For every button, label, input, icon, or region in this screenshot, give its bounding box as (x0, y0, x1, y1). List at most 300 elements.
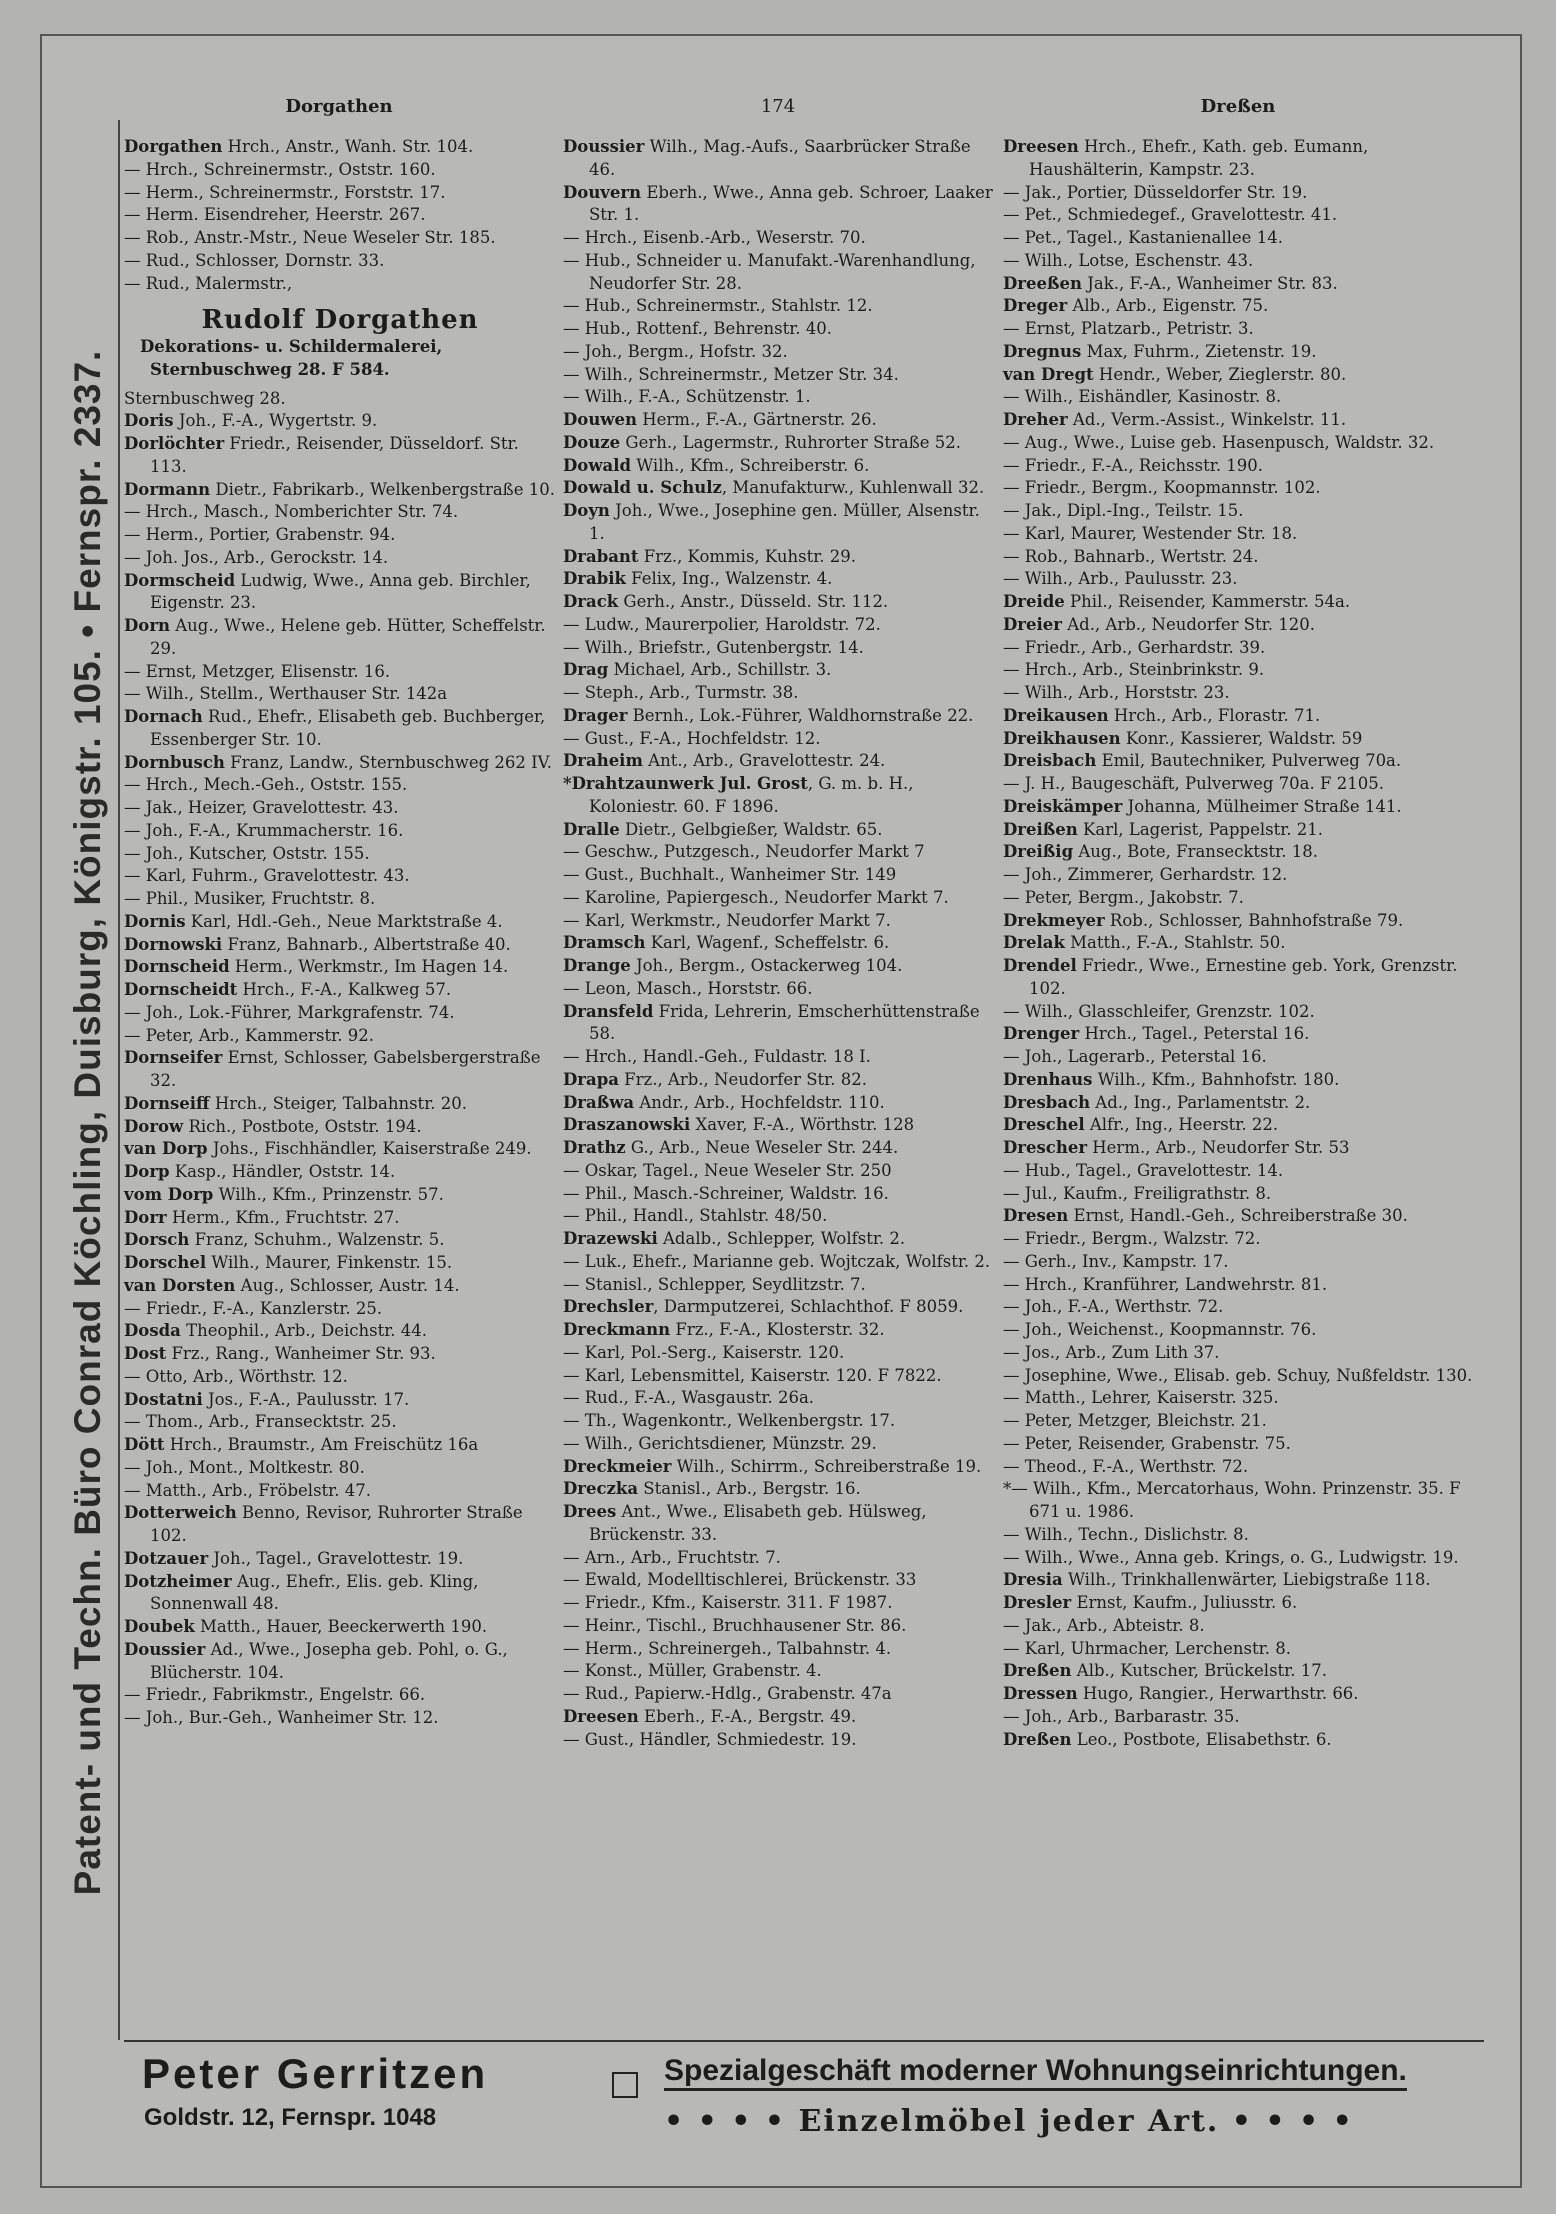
entry-details: Wilh., Mag.-Aufs., Saarbrücker Straße 46. (589, 137, 971, 179)
directory-entry (563, 1274, 995, 1297)
entry-details: Joh., F.-A., Wygertstr. 9. (173, 411, 378, 431)
directory-entry (563, 1365, 995, 1388)
entry-details: — Konst., Müller, Grabenstr. 4. (563, 1661, 822, 1681)
entry-details: — Wilh., Briefstr., Gutenbergstr. 14. (563, 637, 864, 657)
entry-surname: Dresia (1003, 1570, 1063, 1590)
entry-details: Herm., Kfm., Fruchtstr. 27. (166, 1207, 400, 1227)
entry-details: — Rud., F.-A., Wasgaustr. 26a. (563, 1388, 815, 1408)
entry-details: — Friedr., Arb., Gerhardstr. 39. (1003, 637, 1266, 657)
directory-entry (124, 1047, 556, 1093)
entry-surname: Dornscheidt (124, 980, 238, 999)
entry-details: — Gust., F.-A., Hochfeldstr. 12. (563, 728, 821, 748)
directory-entry (124, 250, 556, 273)
entry-details: — Joh., F.-A., Krummacherstr. 16. (124, 820, 404, 840)
directory-entry (1003, 523, 1475, 546)
directory-entry (563, 910, 995, 933)
directory-entry (124, 1025, 556, 1048)
entry-details: — Matth., Lehrer, Kaiserstr. 325. (1003, 1388, 1279, 1408)
entry-details: — Wilh., Wwe., Anna geb. Krings, o. G., Ludwigstr. 19. (1003, 1547, 1459, 1567)
entry-details: Aug., Bote, Fransecktstr. 18. (1073, 842, 1318, 862)
directory-entry (1003, 1023, 1475, 1046)
entry-details: Eberh., Wwe., Anna geb. Schroer, Laaker Str. 1. (589, 182, 993, 225)
entry-surname: Draszanowski (563, 1115, 691, 1135)
entry-details: Aug., Schlosser, Austr. 14. (235, 1275, 460, 1295)
directory-entry (563, 728, 995, 751)
entry-details: Xaver, F.-A., Wörthstr. 128 (690, 1115, 915, 1135)
entry-details: — Wilh., Eishändler, Kasinostr. 8. (1003, 387, 1282, 407)
entry-details: Johs., Fischhändler, Kaiserstraße 249. (207, 1139, 532, 1159)
directory-entry (563, 546, 995, 569)
directory-entry (124, 956, 556, 979)
directory-entry (563, 1001, 995, 1047)
entry-details: Frz., Arb., Neudorfer Str. 82. (618, 1069, 867, 1089)
directory-entry (124, 911, 556, 934)
entry-details: — Phil., Musiker, Fruchtstr. 8. (124, 889, 376, 908)
entry-details: — Th., Wagenkontr., Welkenbergstr. 17. (563, 1411, 896, 1430)
entry-details: Emil, Bautechniker, Pulverweg 70a. (1096, 751, 1402, 771)
directory-entry (1003, 1433, 1475, 1456)
directory-entry (563, 1251, 995, 1274)
directory-entry (124, 1320, 556, 1343)
directory-entry (1003, 1706, 1475, 1729)
entry-details: Rich., Postbote, Oststr. 194. (183, 1116, 422, 1136)
entry-details: Wilh., Kfm., Prinzenstr. 57. (213, 1184, 444, 1204)
directory-entry (124, 1343, 556, 1366)
directory-entry (563, 659, 995, 682)
directory-entry (124, 1389, 556, 1412)
entry-details: — Karl, Werkmstr., Neudorfer Markt 7. (563, 910, 891, 930)
entry-details: — Gust., Buchhalt., Wanheimer Str. 149 (563, 865, 897, 884)
entry-surname: Dreier (1003, 614, 1062, 634)
directory-entry (1003, 1296, 1475, 1319)
entry-surname: Drager (563, 705, 628, 725)
directory-entry (563, 227, 995, 250)
entry-surname: Dransfeld (563, 1001, 654, 1021)
directory-entry (124, 1161, 556, 1184)
divider (118, 120, 120, 2040)
directory-entry (124, 820, 556, 843)
entry-surname: Dreckmann (563, 1320, 671, 1339)
ad-text: Dekorations- u. Schildermalerei, Sternbuschweg 28. F 584. (140, 337, 443, 379)
entry-surname: Drapa (563, 1069, 619, 1089)
entry-details: — Matth., Arb., Fröbelstr. 47. (124, 1480, 371, 1500)
entry-surname: Dornseifer (124, 1048, 223, 1068)
entry-surname: Dresler (1003, 1593, 1072, 1612)
entry-surname: vom Dorp (124, 1184, 214, 1204)
entry-surname: van Dorp (124, 1139, 208, 1159)
entry-details: — Ewald, Modelltischlerei, Brückenstr. 33 (563, 1570, 917, 1590)
entry-surname: Dornbusch (124, 752, 225, 772)
entry-details: — Hub., Schneider u. Manufakt.-Warenhandlung, Neudorfer Str. 28. (563, 250, 976, 293)
entry-surname: Dött (124, 1435, 165, 1454)
directory-entry (563, 364, 995, 387)
entry-details: — Wilh., Glasschleifer, Grenzstr. 102. (1003, 1001, 1315, 1021)
directory-entry (124, 1366, 556, 1389)
entry-details: Gerh., Lagermstr., Ruhrorter Straße 52. (620, 432, 962, 452)
entry-details: Aug., Wwe., Helene geb. Hütter, Scheffelstr. 29. (150, 616, 546, 658)
directory-entry (124, 1298, 556, 1321)
entry-details: — Arn., Arb., Fruchtstr. 7. (563, 1547, 781, 1567)
entry-details: — Wilh., Schreinermstr., Metzer Str. 34. (563, 364, 899, 384)
entry-surname: Dreikhausen (1003, 728, 1121, 748)
entry-details: — Joh., Bur.-Geh., Wanheimer Str. 12. (124, 1708, 439, 1727)
entry-details: — Gerh., Inv., Kampstr. 17. (1003, 1251, 1229, 1271)
entry-details: Wilh., Kfm., Schreiberstr. 6. (631, 455, 870, 475)
directory-entry (124, 706, 556, 752)
directory-entry (563, 1615, 995, 1638)
entry-details: — Joh., Kutscher, Oststr. 155. (124, 843, 370, 863)
entry-surname: Drelak (1003, 933, 1065, 953)
entry-details: — Peter, Bergm., Jakobstr. 7. (1003, 887, 1244, 907)
entry-details: Gerh., Anstr., Düsseld. Str. 112. (618, 592, 889, 611)
entry-details: — Hrch., Schreinermstr., Oststr. 160. (124, 159, 436, 179)
entry-surname: Dowald u. Schulz (563, 478, 722, 498)
directory-entry (124, 1457, 556, 1480)
entry-surname: Dreesen (563, 1706, 639, 1726)
entry-details: Rud., Ehefr., Elisabeth geb. Buchberger, Essenberger Str. 10. (150, 707, 546, 749)
directory-entry (1003, 1683, 1475, 1706)
directory-entry (124, 273, 556, 296)
entry-details: — Hub., Rottenf., Behrenstr. 40. (563, 319, 833, 338)
directory-entry (563, 864, 995, 887)
entry-surname: Dreißen (1003, 819, 1078, 839)
entry-surname: Dorr (124, 1207, 167, 1227)
entry-details: — Karl, Fuhrm., Gravelottestr. 43. (124, 866, 410, 886)
entry-details: — Rob., Anstr.-Mstr., Neue Weseler Str. 185. (124, 228, 496, 247)
directory-entry (124, 547, 556, 570)
entry-details: Alb., Arb., Eigenstr. 75. (1067, 296, 1269, 316)
directory-entry (563, 386, 995, 409)
directory-entry (1003, 887, 1475, 910)
entry-surname: Dotterweich (124, 1503, 237, 1523)
entry-details: — Oskar, Tagel., Neue Weseler Str. 250 (563, 1160, 892, 1180)
directory-entry (1003, 841, 1475, 864)
entry-details: — Phil., Masch.-Schreiner, Waldstr. 16. (563, 1183, 889, 1203)
entry-details: — Aug., Wwe., Luise geb. Hasenpusch, Waldstr. 32. (1003, 432, 1435, 452)
entry-details: Ernst, Schlosser, Gabelsbergerstraße 32. (150, 1048, 541, 1090)
entry-details: Sternbuschweg 28. (124, 388, 286, 408)
directory-entry (563, 932, 995, 955)
entry-details: — Jak., Heizer, Gravelottestr. 43. (124, 798, 399, 817)
directory-entry (124, 1411, 556, 1434)
directory-entry (563, 1456, 995, 1479)
entry-surname: Dramsch (563, 933, 646, 953)
entry-surname: Drendel (1003, 956, 1077, 975)
entry-details: , Manufakturw., Kuhlenwall 32. (721, 478, 985, 498)
entry-details: — Joh., Lagerarb., Peterstal 16. (1003, 1047, 1267, 1066)
entry-surname: Drathz (563, 1138, 626, 1157)
entry-details: Hrch., Anstr., Wanh. Str. 104. (222, 137, 474, 156)
entry-details: Dietr., Gelbgießer, Waldstr. 65. (619, 819, 883, 839)
directory-entry (563, 819, 995, 842)
entry-details: — Joh., Lok.-Führer, Markgrafenstr. 74. (124, 1002, 455, 1022)
directory-entry (1003, 1729, 1475, 1752)
directory-entry (124, 888, 556, 911)
entry-details: Rob., Schlosser, Bahnhofstraße 79. (1104, 910, 1404, 930)
entry-details: Frz., Kommis, Kuhstr. 29. (638, 546, 857, 566)
entry-details: — Joh. Jos., Arb., Gerockstr. 14. (124, 547, 389, 567)
directory-entry (563, 1706, 995, 1729)
entry-details: Friedr., Wwe., Ernestine geb. York, Grenzstr. 102. (1029, 956, 1458, 998)
entry-details: — Jak., Portier, Düsseldorfer Str. 19. (1003, 182, 1308, 202)
entry-details: Hrch., F.-A., Kalkweg 57. (237, 980, 452, 999)
directory-entry (124, 1002, 556, 1025)
directory-entry (1003, 1547, 1475, 1570)
directory-entry (124, 227, 556, 250)
directory-entry (563, 341, 995, 364)
directory-entry (563, 136, 995, 182)
entry-surname: Dornseiff (124, 1093, 210, 1113)
directory-entry (1003, 204, 1475, 227)
directory-entry (1003, 1205, 1475, 1228)
directory-entry (563, 1660, 995, 1683)
entry-details: — J. H., Baugeschäft, Pulverweg 70a. F 2105. (1003, 774, 1384, 793)
entry-details: Michael, Arb., Schillstr. 3. (608, 660, 832, 680)
entry-details: — Joh., Zimmerer, Gerhardstr. 12. (1003, 865, 1288, 884)
directory-entry (1003, 1638, 1475, 1661)
entry-details: Dietr., Fabrikarb., Welkenbergstraße 10. (210, 479, 555, 499)
entry-details: Theophil., Arb., Deichstr. 44. (180, 1321, 428, 1341)
entry-details: Ad., Verm.-Assist., Winkelstr. 11. (1067, 410, 1347, 429)
entry-surname: Drekmeyer (1003, 910, 1105, 930)
directory-entry (563, 318, 995, 341)
directory-entry (1003, 1569, 1475, 1592)
directory-entry (563, 250, 995, 296)
entry-details: Wilh., Kfm., Bahnhofstr. 180. (1092, 1069, 1340, 1089)
entry-surname: Drag (563, 660, 609, 680)
entry-details: Leo., Postbote, Elisabethstr. 6. (1071, 1729, 1332, 1749)
directory-entry (124, 1616, 556, 1639)
directory-entry (563, 591, 995, 614)
directory-entry (1003, 1137, 1475, 1160)
directory-entry (124, 479, 556, 502)
entry-details: Frz., F.-A., Klosterstr. 32. (670, 1320, 885, 1339)
directory-entry (1003, 386, 1475, 409)
entry-details: Wilh., Schirrm., Schreiberstraße 19. (671, 1456, 982, 1476)
entry-details: — Jos., Arb., Zum Lith 37. (1003, 1342, 1220, 1362)
directory-entry (563, 1296, 995, 1319)
entry-details: — Joh., Weichenst., Koopmannstr. 76. (1003, 1320, 1317, 1339)
entry-surname: Dornis (124, 911, 186, 931)
directory-entry (1003, 750, 1475, 773)
entry-surname: Drechsler (563, 1297, 654, 1317)
entry-details: — Phil., Handl., Stahlstr. 48/50. (563, 1206, 828, 1226)
directory-entry (1003, 1069, 1475, 1092)
directory-entry (563, 1205, 995, 1228)
entry-surname: Dornowski (124, 934, 223, 954)
directory-entry (1003, 1114, 1475, 1137)
entry-details: Joh., Tagel., Gravelottestr. 19. (208, 1548, 464, 1568)
directory-entry (124, 1480, 556, 1503)
entry-details: — Pet., Schmiedegef., Gravelottestr. 41. (1003, 205, 1338, 225)
entry-details: Hrch., Tagel., Peterstal 16. (1079, 1024, 1310, 1044)
entry-details: Ant., Wwe., Elisabeth geb. Hülsweg, Brückenstr. 33. (589, 1502, 927, 1544)
entry-details: — Hrch., Arb., Steinbrinkstr. 9. (1003, 660, 1265, 680)
entry-surname: Dorp (124, 1162, 170, 1181)
entry-details: — Wilh., Arb., Horststr. 23. (1003, 683, 1230, 702)
entry-details: Herm., Werkmstr., Im Hagen 14. (229, 957, 509, 977)
entry-surname: Dornach (124, 707, 203, 726)
entry-details: Benno, Revisor, Ruhrorter Straße 102. (150, 1503, 523, 1545)
directory-entry (1003, 1615, 1475, 1638)
entry-surname: Dreeßen (1003, 273, 1083, 293)
directory-entry (124, 615, 556, 661)
entry-surname: Dotzheimer (124, 1571, 232, 1591)
directory-entry (1003, 364, 1475, 387)
entry-details: — Wilh., Gerichtsdiener, Münzstr. 29. (563, 1433, 877, 1453)
entry-details: Hrch., Arb., Florastr. 71. (1108, 705, 1321, 725)
side-advertisement: Patent- und Techn. Büro Conrad Köchling, Duisburg, Königstr. 105. • Fernspr. 2337. (67, 349, 108, 1896)
directory-entry (1003, 1456, 1475, 1479)
entry-details: — Jul., Kaufm., Freiligrathstr. 8. (1003, 1183, 1272, 1203)
entry-details: — Luk., Ehefr., Marianne geb. Wojtczak, Wolfstr. 2. (563, 1251, 991, 1271)
directory-entry (563, 841, 995, 864)
entry-details: — Hrch., Kranführer, Landwehrstr. 81. (1003, 1274, 1328, 1294)
directory-entry (124, 752, 556, 775)
directory-entry (563, 1228, 995, 1251)
entry-details: Ludwig, Wwe., Anna geb. Birchler, Eigenstr. 23. (150, 570, 531, 613)
directory-entry (1003, 1251, 1475, 1274)
entry-details: Ernst, Kaufm., Juliusstr. 6. (1071, 1593, 1298, 1612)
directory-entry (563, 1342, 995, 1365)
directory-entry (124, 1093, 556, 1116)
entry-surname: Douze (563, 432, 621, 452)
directory-entry (1003, 568, 1475, 591)
directory-entry (1003, 1274, 1475, 1297)
ad-address: Goldstr. 12, Fernspr. 1048 (144, 2104, 437, 2131)
directory-entry (124, 774, 556, 797)
entry-surname: Dorn (124, 616, 171, 635)
entry-details: Joh., Bergm., Ostackerweg 104. (630, 956, 903, 975)
entry-details: — Rud., Schlosser, Dornstr. 33. (124, 250, 385, 270)
entry-surname: Dormann (124, 479, 211, 499)
entry-details: — Joh., Bergm., Hofstr. 32. (563, 341, 788, 361)
directory-entry (1003, 182, 1475, 205)
directory-entry (563, 432, 995, 455)
entry-surname: Dressen (1003, 1684, 1078, 1703)
entry-details: Andr., Arb., Hochfeldstr. 110. (634, 1092, 885, 1112)
entry-surname: Dorow (124, 1116, 184, 1136)
entry-details: Ad., Wwe., Josepha geb. Pohl, o. G., Blücherstr. 104. (150, 1639, 508, 1682)
entry-surname: Dreschel (1003, 1115, 1085, 1135)
entry-surname: Dreisbach (1003, 751, 1097, 771)
directory-entry (563, 500, 995, 546)
entry-details: — Joh., Arb., Barbarastr. 35. (1003, 1706, 1240, 1726)
entry-details: Wilh., Trinkhallenwärter, Liebigstraße 118. (1062, 1570, 1431, 1590)
entry-details: Friedr., Reisender, Düsseldorf. Str. 113. (150, 434, 519, 476)
directory-entry (563, 1137, 995, 1160)
directory-entry (563, 1683, 995, 1706)
entry-details: — Stanisl., Schlepper, Seydlitzstr. 7. (563, 1274, 866, 1294)
directory-entry (1003, 227, 1475, 250)
entry-surname: Drescher (1003, 1138, 1088, 1157)
entry-details: — Karoline, Papiergesch., Neudorfer Markt 7. (563, 887, 949, 907)
directory-entry (1003, 1046, 1475, 1069)
header-left: Dorgathen (285, 96, 393, 117)
directory-entry (563, 295, 995, 318)
entry-surname: Drange (563, 956, 631, 975)
directory-entry (1003, 1342, 1475, 1365)
directory-entry (1003, 659, 1475, 682)
directory-entry (1003, 455, 1475, 478)
directory-entry (1003, 250, 1475, 273)
entry-details: Jak., F.-A., Wanheimer Str. 83. (1082, 273, 1338, 293)
entry-details: — Friedr., F.-A., Reichsstr. 190. (1003, 455, 1264, 475)
directory-entry (124, 1184, 556, 1207)
directory-entry (1003, 705, 1475, 728)
entry-details: — Herm. Eisendreher, Heerstr. 267. (124, 205, 426, 225)
directory-entry (563, 1478, 995, 1501)
entry-details: — Herm., Schreinermstr., Forststr. 17. (124, 182, 446, 202)
entry-details: Matth., F.-A., Stahlstr. 50. (1064, 933, 1286, 953)
advertisement-entry (124, 295, 556, 387)
directory-entry (124, 570, 556, 616)
entry-details: — Peter, Reisender, Grabenstr. 75. (1003, 1433, 1291, 1453)
entry-details: — Hrch., Handl.-Geh., Fuldastr. 18 I. (563, 1047, 871, 1066)
entry-details: — Wilh., Techn., Dislichstr. 8. (1003, 1524, 1249, 1544)
ad-logo-icon (612, 2072, 638, 2098)
directory-entry (563, 477, 995, 500)
directory-entry (124, 410, 556, 433)
entry-details: — Karl, Uhrmacher, Lerchenstr. 8. (1003, 1638, 1291, 1658)
entry-details: Wilh., Maurer, Finkenstr. 15. (206, 1253, 453, 1272)
directory-entry (124, 1571, 556, 1617)
entry-details: — Ernst, Metzger, Elisenstr. 16. (124, 661, 391, 681)
bottom-advertisement (124, 2040, 1484, 2139)
directory-entry (124, 1252, 556, 1275)
entry-details: , Darmputzerei, Schlachthof. F 8059. (653, 1297, 964, 1317)
entry-surname: Dotzauer (124, 1548, 209, 1568)
entry-surname: Dorschel (124, 1253, 207, 1272)
directory-entry (563, 637, 995, 660)
entry-details: Konr., Kassierer, Waldstr. 59 (1120, 728, 1363, 748)
entry-surname: Doris (124, 411, 174, 431)
entry-details: Bernh., Lok.-Führer, Waldhornstraße 22. (627, 705, 974, 725)
entry-details: — Ludw., Maurerpolier, Haroldstr. 72. (563, 614, 881, 634)
directory-entry (1003, 1228, 1475, 1251)
entry-details: — Thom., Arb., Fransecktstr. 25. (124, 1412, 397, 1432)
directory-entry (1003, 1524, 1475, 1547)
entry-surname: Drenger (1003, 1024, 1080, 1044)
entry-surname: Dreesen (1003, 137, 1079, 156)
entry-surname: Dreiskämper (1003, 796, 1123, 816)
entry-details: — Leon, Masch., Horststr. 66. (563, 978, 813, 998)
entry-surname: Doussier (124, 1639, 206, 1659)
directory-entry (124, 524, 556, 547)
entry-surname: Dreckmeier (563, 1456, 672, 1476)
entry-details: — Hub., Schreinermstr., Stahlstr. 12. (563, 296, 873, 316)
directory-entry (124, 182, 556, 205)
entry-details: , G. m. b. H., Koloniestr. 60. F 1896. (589, 774, 914, 816)
entry-details: — Rob., Bahnarb., Wertstr. 24. (1003, 546, 1259, 566)
directory-entry (124, 865, 556, 888)
entry-details: Aug., Ehefr., Elis. geb. Kling, Sonnenwall 48. (150, 1571, 479, 1614)
directory-entry (1003, 910, 1475, 933)
directory-entry (124, 1434, 556, 1457)
entry-details: — Wilh., Lotse, Eschenstr. 43. (1003, 250, 1254, 270)
entry-surname: Dresbach (1003, 1092, 1091, 1112)
directory-entry (563, 1046, 995, 1069)
entry-details: Alfr., Ing., Heerstr. 22. (1084, 1115, 1279, 1135)
directory-entry (1003, 1660, 1475, 1683)
entry-details: — Otto, Arb., Wörthstr. 12. (124, 1366, 348, 1386)
entry-details: Frz., Rang., Wanheimer Str. 93. (166, 1344, 436, 1363)
entry-surname: Drazewski (563, 1229, 658, 1248)
entry-surname: Dregnus (1003, 341, 1082, 361)
entry-surname: Drenhaus (1003, 1069, 1093, 1089)
ad-slogan: • • • • Einzelmöbel jeder Art. • • • • (664, 2104, 1354, 2139)
entry-details: Hrch., Steiger, Talbahnstr. 20. (209, 1093, 467, 1113)
